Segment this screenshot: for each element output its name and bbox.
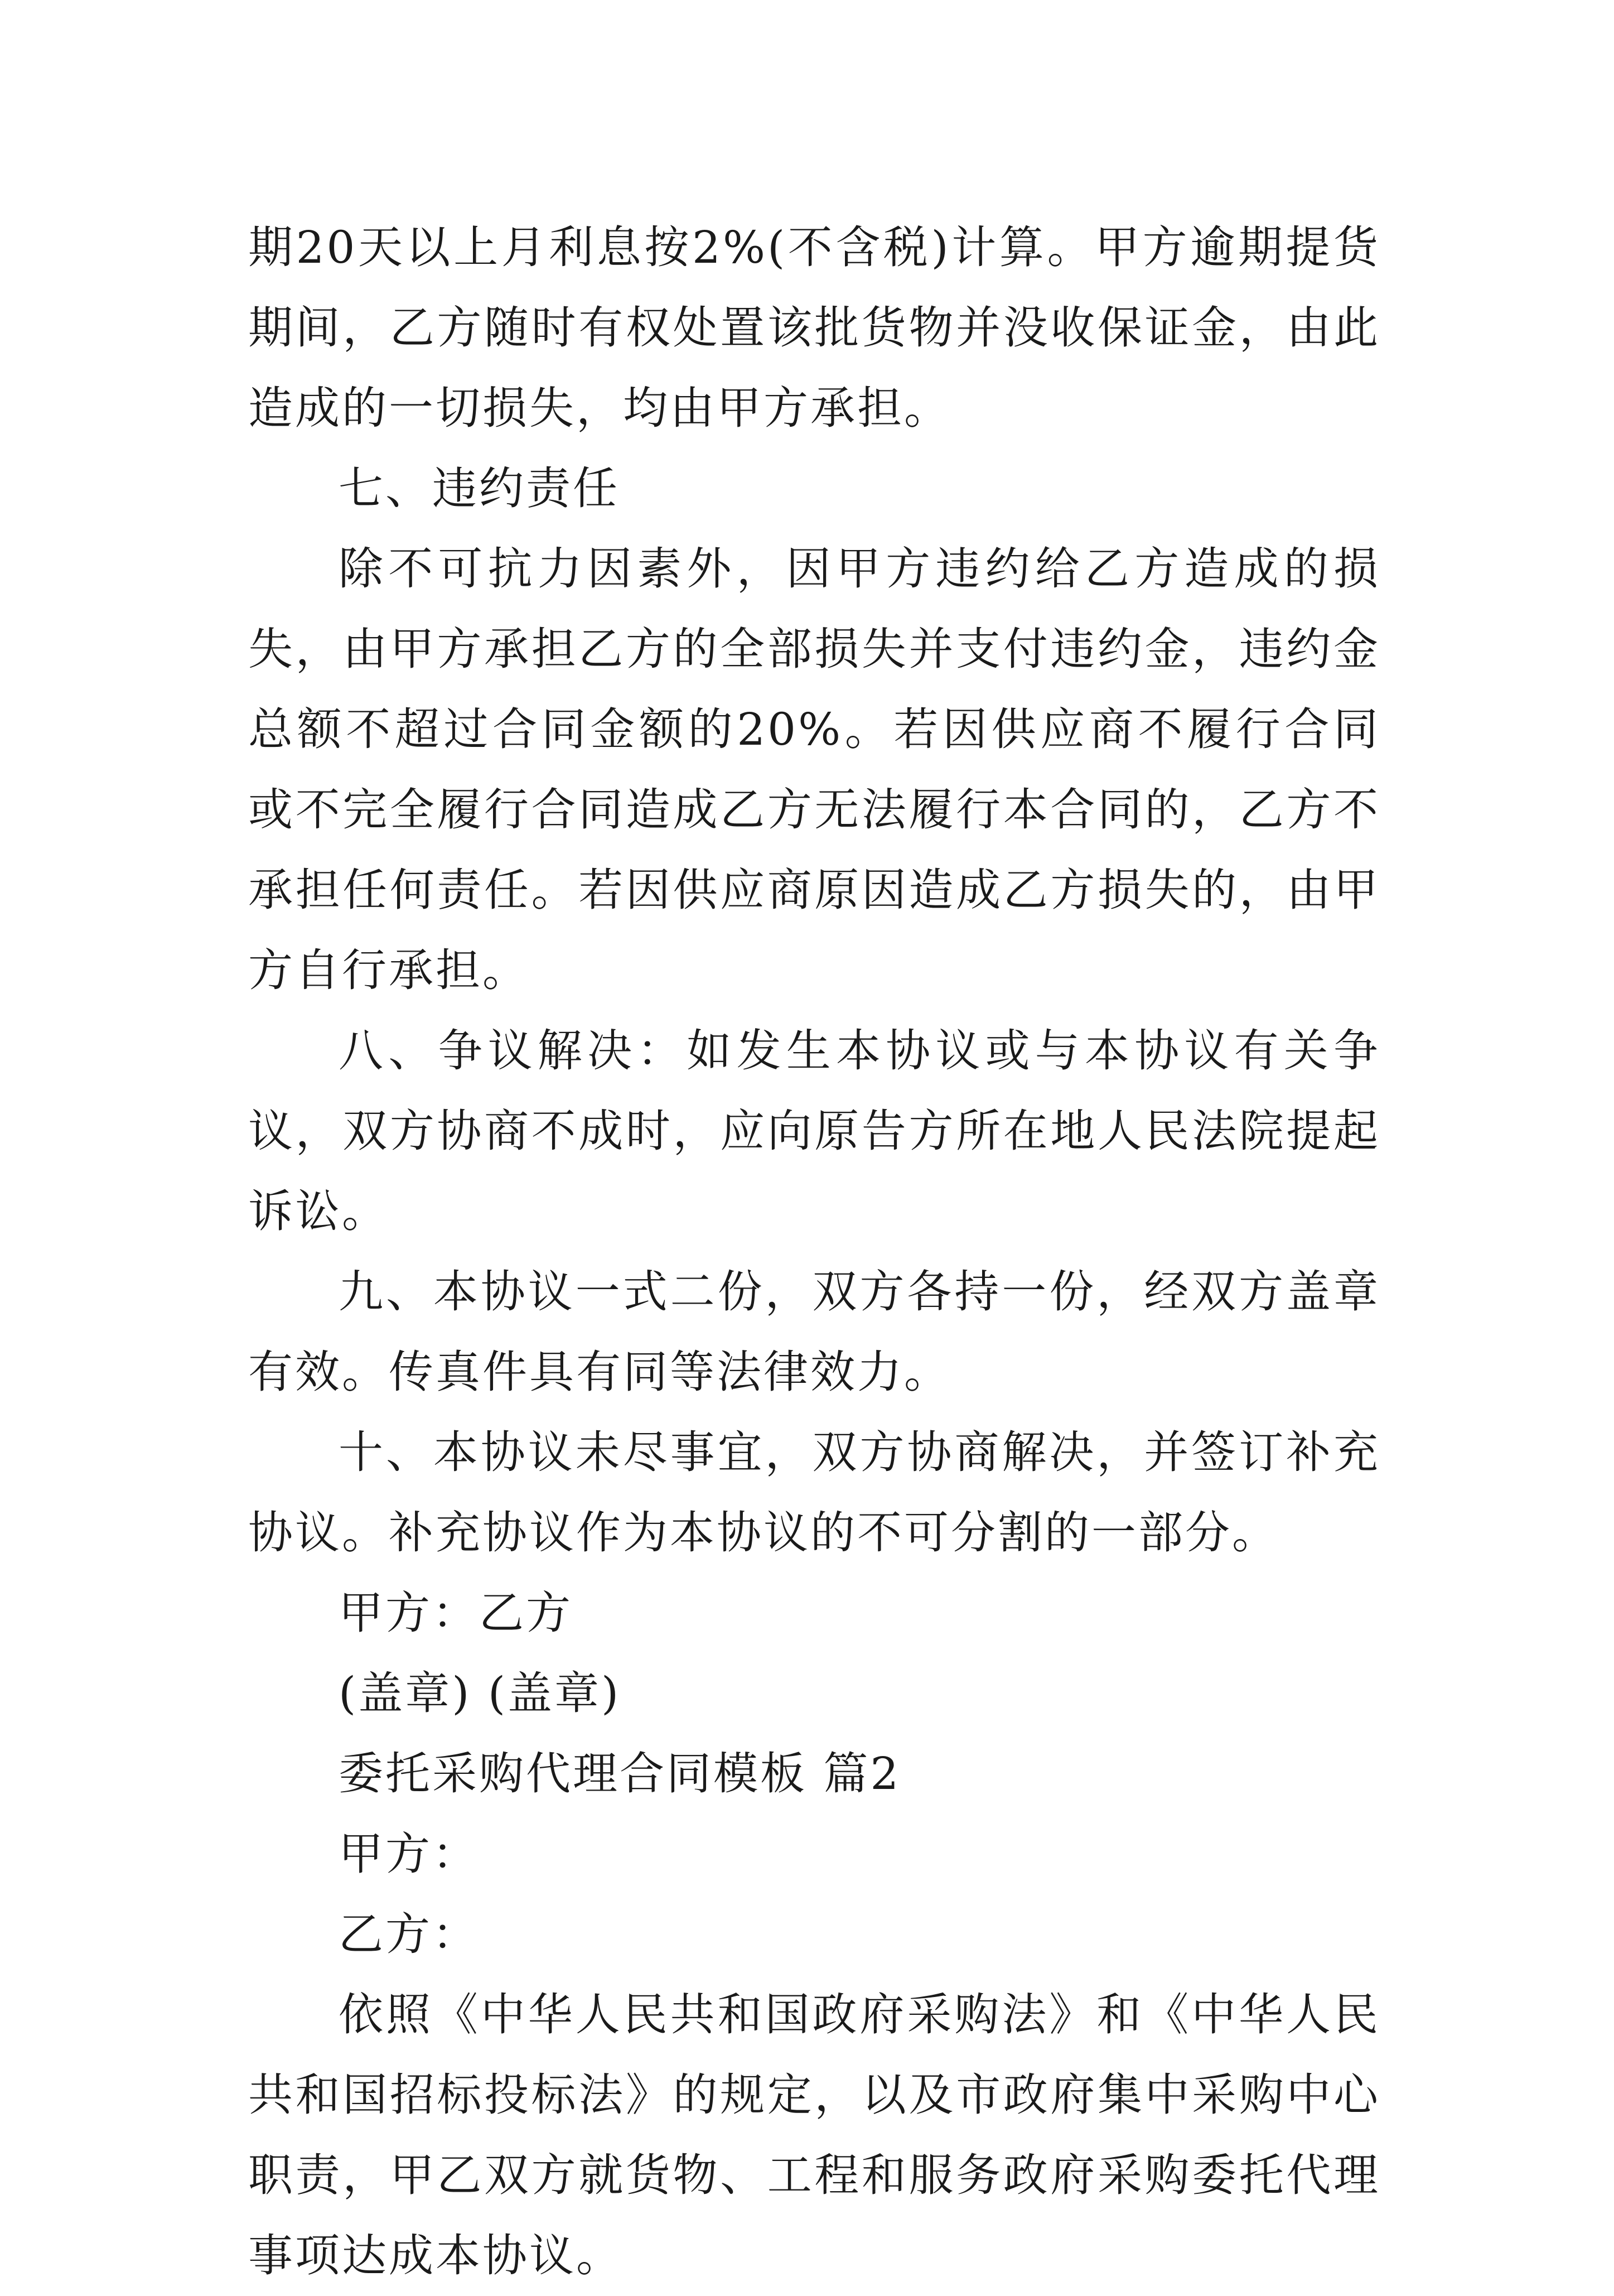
signature-seals: (盖章) (盖章) xyxy=(339,1667,621,1719)
signature-parties: 甲方：乙方 xyxy=(339,1587,573,1639)
document-body xyxy=(248,208,1380,2296)
paragraph-supplementary: 十、本协议未尽事宜，双方协商解决，并签订补充协议。补充协议作为本协议的不可分割的一部分。 xyxy=(248,1426,1380,1559)
paragraph-breach-liability: 除不可抗力因素外，因甲方违约给乙方造成的损失，由甲方承担乙方的全部损失并支付违约金，违约金总额不超过合同金额的20%。若因供应商不履行合同或不完全履行合同造成乙方无法履行本合同的，乙方不承担任何责任。若因供应商原因造成乙方损失的，由甲方自行承担。 xyxy=(248,543,1380,996)
paragraph-dispute-resolution: 八、争议解决：如发生本协议或与本协议有关争议，双方协商不成时，应向原告方所在地人民法院提起诉讼。 xyxy=(248,1025,1380,1237)
party-b-label: 乙方： xyxy=(339,1908,479,1960)
party-a-label: 甲方： xyxy=(339,1828,479,1880)
paragraph-legal-basis: 依照《中华人民共和国政府采购法》和《中华人民共和国招标投标法》的规定，以及市政府集中采购中心职责，甲乙双方就货物、工程和服务政府采购委托代理事项达成本协议。 xyxy=(248,1989,1380,2281)
heading-breach-liability: 七、违约责任 xyxy=(339,462,620,514)
paragraph-late-pickup-interest: 期20天以上月利息按2%(不含税)计算。甲方逾期提货期间，乙方随时有权处置该批货物并没收保证金，由此造成的一切损失，均由甲方承担。 xyxy=(248,221,1380,434)
paragraph-copies: 九、本协议一式二份，双方各持一份，经双方盖章有效。传真件具有同等法律效力。 xyxy=(248,1266,1380,1398)
section-title-template-2: 委托采购代理合同模板 篇2 xyxy=(339,1748,901,1800)
